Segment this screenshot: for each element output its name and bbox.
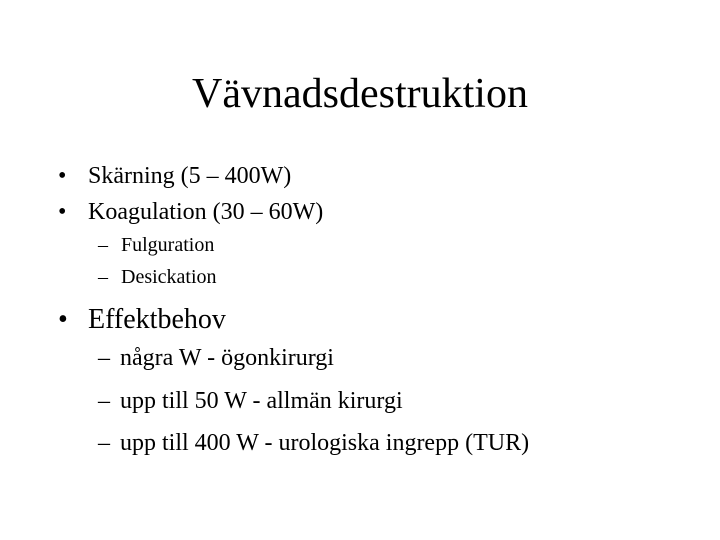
- dash-icon: –: [98, 345, 110, 371]
- sub-item-text: några W - ögonkirurgi: [120, 345, 334, 371]
- bullet-icon: •: [58, 304, 68, 335]
- sub-item-text: upp till 400 W - urologiska ingrepp (TUR): [120, 430, 530, 456]
- bullet-icon: •: [58, 163, 67, 189]
- sub-item-text: upp till 50 W - allmän kirurgi: [120, 388, 403, 414]
- bullet-text: Koagulation (30 – 60W): [88, 199, 324, 225]
- slide-title: Vävnadsdestruktion: [192, 71, 528, 117]
- bullet-text: Skärning (5 – 400W): [88, 163, 292, 189]
- dash-icon: –: [98, 234, 108, 256]
- dash-icon: –: [98, 388, 110, 414]
- dash-icon: –: [98, 430, 110, 456]
- bullet-icon: •: [58, 199, 67, 225]
- dash-icon: –: [98, 266, 108, 288]
- bullet-text: Effektbehov: [88, 304, 226, 335]
- sub-item-text: Fulguration: [121, 234, 215, 256]
- sub-item-text: Desickation: [121, 266, 217, 288]
